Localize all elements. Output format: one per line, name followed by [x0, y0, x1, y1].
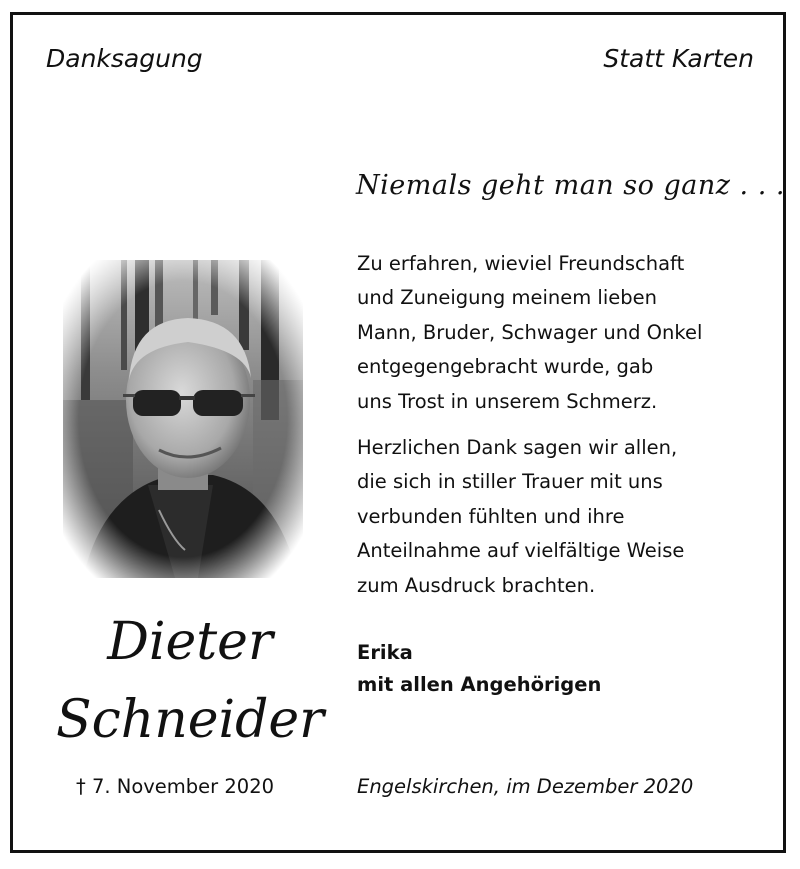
paragraph-line: Zu erfahren, wieviel Freundschaft: [357, 252, 685, 275]
paragraph-line: Herzlichen Dank sagen wir allen,: [357, 436, 678, 459]
signature: [357, 637, 601, 701]
signature-name: Erika: [357, 641, 413, 664]
thanks-paragraph-1: [357, 247, 757, 419]
paragraph-line: die sich in stiller Trauer mit uns: [357, 470, 663, 494]
signature-family: mit allen Angehörigen: [357, 673, 602, 696]
deceased-first-name: Dieter: [107, 612, 273, 672]
death-date: † 7. November 2020: [76, 775, 275, 798]
deceased-last-name: Schneider: [55, 690, 325, 750]
heading-statt-karten: Statt Karten: [603, 44, 754, 73]
paragraph-line: Mann, Bruder, Schwager und Onkel: [357, 320, 703, 344]
paragraph-line: Anteilnahme auf vielfältige Weise: [357, 539, 685, 563]
place-and-date: Engelskirchen, im Dezember 2020: [357, 775, 694, 798]
motto: Niemals geht man so ganz . . .: [356, 170, 785, 201]
portrait-photo: [63, 260, 303, 578]
paragraph-line: entgegengebracht wurde, gab: [357, 355, 654, 379]
thanks-paragraph-2: [357, 431, 757, 603]
paragraph-line: zum Ausdruck brachten.: [357, 573, 596, 597]
paragraph-line: und Zuneigung meinem lieben: [357, 286, 657, 310]
heading-danksagung: Danksagung: [46, 44, 203, 73]
paragraph-line: uns Trost in unserem Schmerz.: [357, 389, 658, 413]
paragraph-line: verbunden fühlten und ihre: [357, 504, 625, 528]
